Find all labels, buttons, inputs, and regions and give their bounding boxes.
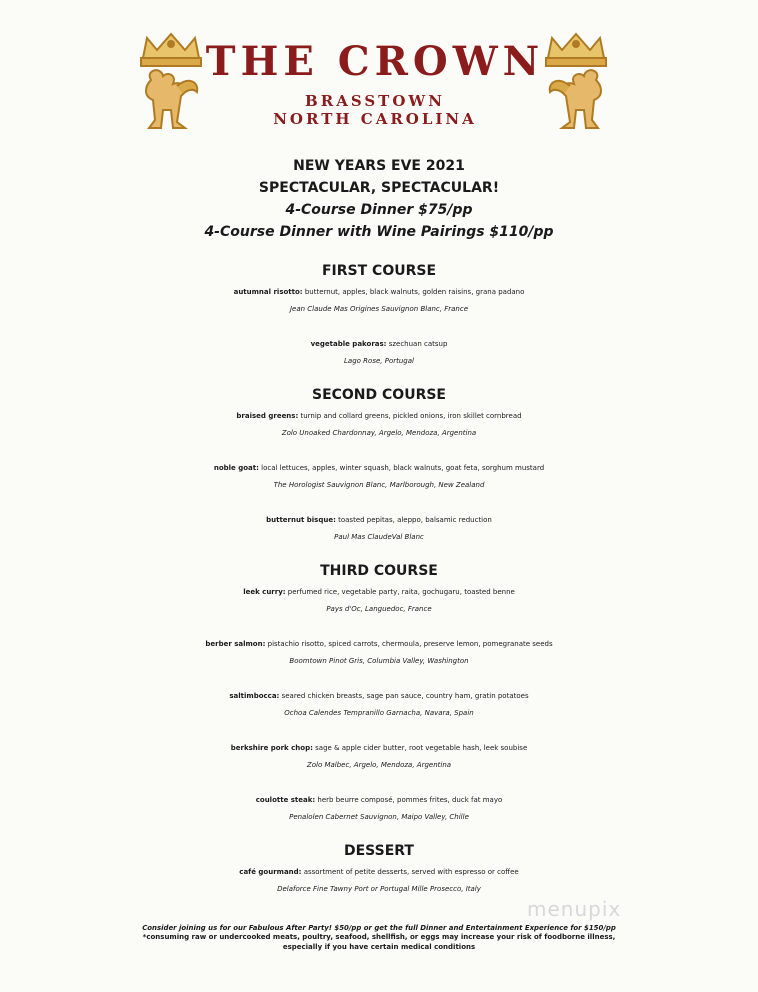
menu-item — [0, 408, 758, 460]
menu-item — [0, 336, 758, 388]
menu-item — [0, 636, 758, 688]
health-notice: *consuming raw or undercooked meats, poultry, seafood, shellfish, or eggs may increase your risk of foodborne illness, — [142, 933, 616, 941]
menu-item — [0, 740, 758, 792]
lion-crest-icon — [538, 30, 614, 136]
dish-line — [0, 284, 758, 301]
lion-crest-icon — [133, 30, 209, 136]
menu-item — [0, 584, 758, 636]
wine-pairing: The Horologist Sauvignon Blanc, Marlborough, New Zealand — [273, 481, 485, 489]
after-party-promo: Consider joining us for our Fabulous After Party! $50/pp or get the full Dinner and Entertainment Experience for $150/pp — [142, 924, 616, 932]
dish-description: herb beurre composé, pommes frites, duck fat mayo — [315, 796, 503, 804]
menu-header — [0, 0, 758, 150]
dish-name: berkshire pork chop: — [230, 744, 313, 752]
restaurant-name: THE CROWN — [205, 38, 545, 85]
course-heading: DESSERT — [344, 843, 414, 859]
restaurant-state: NORTH CAROLINA — [273, 110, 477, 128]
wine-pairing: Delaforce Fine Tawny Port or Portugal Mille Prosecco, Italy — [277, 885, 481, 893]
dish-name: butternut bisque: — [266, 516, 336, 524]
dish-name: leek curry: — [243, 588, 286, 596]
dish-line — [0, 864, 758, 881]
dish-name: noble goat: — [213, 464, 259, 472]
dish-description: pistachio risotto, spiced carrots, chermoula, preserve lemon, pomegranate seeds — [265, 640, 553, 648]
dish-line — [0, 408, 758, 425]
wine-pairing: Penalolen Cabernet Sauvignon, Maipo Valley, Chille — [289, 813, 469, 821]
menu-body — [0, 262, 758, 916]
dish-line — [0, 740, 758, 757]
menu-footer — [0, 924, 758, 952]
dish-description: sage & apple cider butter, root vegetable hash, leek soubise — [312, 744, 528, 752]
dish-name: café gourmand: — [239, 868, 302, 876]
event-title: NEW YEARS EVE 2021 — [293, 158, 465, 174]
dish-line — [0, 336, 758, 353]
dish-line — [0, 512, 758, 529]
dish-name: autumnal risotto: — [233, 288, 303, 296]
course-heading: THIRD COURSE — [320, 563, 438, 579]
dish-name: saltimbocca: — [229, 692, 280, 700]
price-dinner: 4-Course Dinner $75/pp — [285, 202, 473, 218]
course-heading: FIRST COURSE — [321, 263, 437, 279]
health-notice-cont: especially if you have certain medical conditions — [282, 943, 476, 951]
menu-item — [0, 284, 758, 336]
price-dinner-wine: 4-Course Dinner with Wine Pairings $110/pp — [204, 224, 554, 240]
watermark: menupix — [527, 897, 622, 921]
wine-pairing: Ochoa Calendes Tempranillo Garnacha, Navara, Spain — [284, 709, 474, 717]
dish-description: toasted pepitas, aleppo, balsamic reduction — [335, 516, 492, 524]
dish-line — [0, 460, 758, 477]
restaurant-city: BRASSTOWN — [305, 92, 445, 110]
wine-pairing: Paul Mas ClaudeVal Blanc — [334, 533, 424, 541]
menu-item — [0, 512, 758, 564]
dish-description: turnip and collard greens, pickled onions, iron skillet cornbread — [298, 412, 522, 420]
wine-pairing: Lago Rose, Portugal — [344, 357, 414, 365]
menu-item — [0, 864, 758, 916]
event-tagline: SPECTACULAR, SPECTACULAR! — [258, 180, 500, 196]
dish-name: braised greens: — [236, 412, 299, 420]
dish-description: local lettuces, apples, winter squash, black walnuts, goat feta, sorghum mustard — [258, 464, 545, 472]
wine-pairing: Jean Claude Mas Origines Sauvignon Blanc, France — [289, 305, 469, 313]
wine-pairing: Zolo Malbec, Argelo, Mendoza, Argentina — [306, 761, 452, 769]
dish-description: szechuan catsup — [386, 340, 448, 348]
wine-pairing: Boomtown Pinot Gris, Columbia Valley, Washington — [289, 657, 469, 665]
dish-name: coulotte steak: — [255, 796, 316, 804]
wine-pairing: Zolo Unoaked Chardonnay, Argelo, Mendoza, Argentina — [281, 429, 477, 437]
dish-description: butternut, apples, black walnuts, golden raisins, grana padano — [302, 288, 525, 296]
dish-description: seared chicken breasts, sage pan sauce, country ham, gratin potatoes — [279, 692, 529, 700]
dish-line — [0, 636, 758, 653]
menu-item — [0, 460, 758, 512]
dish-description: perfumed rice, vegetable party, raita, gochugaru, toasted benne — [285, 588, 515, 596]
dish-name: vegetable pakoras: — [310, 340, 387, 348]
dish-line — [0, 584, 758, 601]
dish-line — [0, 688, 758, 705]
wine-pairing: Pays d'Oc, Languedoc, France — [326, 605, 432, 613]
dish-name: berber salmon: — [205, 640, 266, 648]
dish-description: assortment of petite desserts, served with espresso or coffee — [301, 868, 519, 876]
event-intro — [0, 155, 758, 243]
dish-line — [0, 792, 758, 809]
course-heading: SECOND COURSE — [311, 387, 446, 403]
menu-item — [0, 688, 758, 740]
menu-item — [0, 792, 758, 844]
